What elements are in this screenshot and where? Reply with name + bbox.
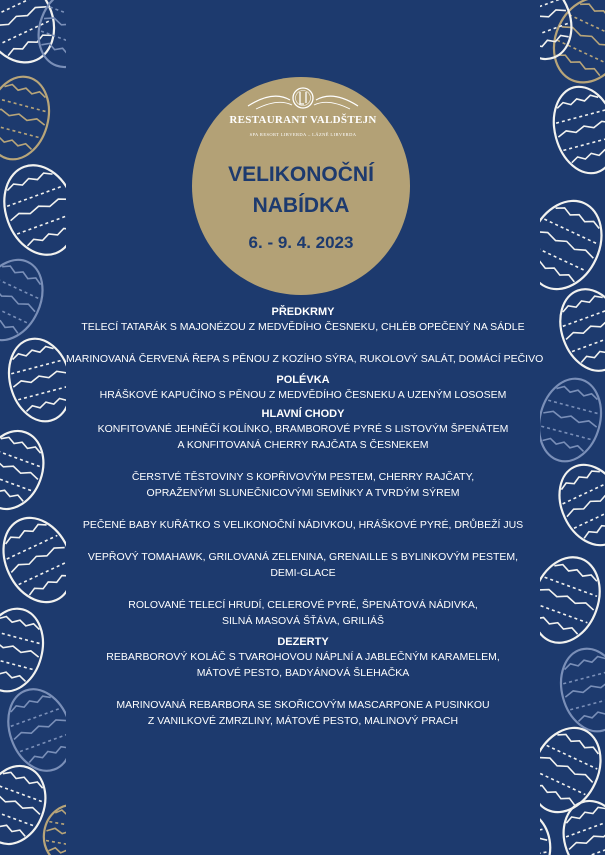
menu-item-line: KONFITOVANÉ JEHNĚČÍ KOLÍNKO, BRAMBOROVÉ PYRÉ S LISTOVÝM ŠPENÁTEM <box>97 423 509 435</box>
easter-egg-icon <box>553 792 605 855</box>
easter-egg-icon <box>0 70 58 167</box>
menu-item <box>66 549 540 581</box>
easter-egg-icon <box>0 602 52 699</box>
menu-item-line: TELECÍ TATARÁK S MAJONÉZOU Z MEDVĚDÍHO ČESNEKU, CHLÉB OPEČENÝ NA SÁDLE <box>81 321 525 333</box>
logo-emblem-icon <box>228 84 378 114</box>
menu-item-line: DEMI-GLACE <box>270 567 336 579</box>
menu-item-line: MARINOVANÁ ČERVENÁ ŘEPA S PĚNOU Z KOZÍHO SÝRA, RUKOLOVÝ SALÁT, DOMÁCÍ PEČIVO <box>66 353 544 365</box>
menu-section-heading: PŘEDKRMY <box>271 306 335 318</box>
page-title-line-1: VELIKONOČNÍ <box>228 163 374 186</box>
restaurant-logo <box>228 84 378 148</box>
easter-egg-icon <box>0 422 54 518</box>
easter-egg-icon <box>541 0 605 94</box>
easter-egg-icon <box>530 372 605 469</box>
menu-item-line: ROLOVANÉ TELECÍ HRUDÍ, CELEROVÉ PYRÉ, ŠPENÁTOVÁ NÁDIVKA, <box>128 599 478 611</box>
menu-item <box>66 421 540 453</box>
menu-item <box>66 649 540 681</box>
menu-item-line: SILNÁ MASOVÁ ŠŤÁVA, GRILIÁŠ <box>221 615 385 627</box>
menu-item-line: OPRAŽENÝMI SLUNEČNICOVÝMI SEMÍNKY A TVRDÝM SÝREM <box>146 487 460 499</box>
menu-item <box>66 517 540 533</box>
menu-item <box>66 319 540 335</box>
logo-name: RESTAURANT VALDŠTEJN <box>229 114 377 126</box>
menu-section-heading: POLÉVKA <box>276 374 330 386</box>
menu-item-line: REBARBOROVÝ KOLÁČ S TVAROHOVOU NÁPLNÍ A JABLEČNÝM KARAMELEM, <box>106 651 500 663</box>
menu-item-line: PEČENÉ BABY KUŘÁTKO S VELIKONOČNÍ NÁDIVKOU, HRÁŠKOVÉ PYRÉ, DRŮBEŽÍ JUS <box>82 519 524 531</box>
menu-list <box>66 305 544 729</box>
menu-item-line: A KONFITOVANÁ CHERRY RAJČATA S ČESNEKEM <box>177 439 429 451</box>
menu-item-line: VEPŘOVÝ TOMAHAWK, GRILOVANÁ ZELENINA, GRENAILLE S BYLINKOVÝM PESTEM, <box>87 551 519 563</box>
menu-item-line: HRÁŠKOVÉ KAPUČÍNO S PĚNOU Z MEDVĚDÍHO ČESNEKU A UZENÝM LOSOSEM <box>99 389 507 401</box>
menu-item-line: Z VANILKOVÉ ZMRZLINY, MÁTOVÉ PESTO, MALINOVÝ PRACH <box>147 715 459 727</box>
menu-item-line: MÁTOVÉ PESTO, BADYÁNOVÁ ŠLEHAČKA <box>196 667 410 679</box>
menu-item-line: ČERSTVÉ TĚSTOVINY S KOPŘIVOVÝM PESTEM, CHERRY RAJČATY, <box>131 471 475 483</box>
menu-section-heading: HLAVNÍ CHODY <box>261 408 345 420</box>
menu-item <box>66 469 540 501</box>
easter-egg-icon <box>547 454 605 555</box>
menu-section-heading: DEZERTY <box>277 636 329 648</box>
logo-subtitle: SPA RESORT LIBVERDA – LÁZNĚ LIBVERDA <box>249 132 357 137</box>
menu-item <box>66 387 540 403</box>
page-title-line-2: NABÍDKA <box>252 194 350 217</box>
menu-item <box>66 351 544 367</box>
easter-egg-icon <box>545 80 605 181</box>
menu-item-line: MARINOVANÁ REBARBORA SE SKOŘICOVÝM MASCARPONE A PUSINKOU <box>116 699 490 711</box>
menu-item <box>66 597 540 629</box>
menu-item <box>66 697 540 729</box>
easter-egg-icon <box>549 280 605 379</box>
easter-egg-icon <box>0 0 67 74</box>
easter-egg-icon <box>0 249 55 350</box>
offer-dates: 6. - 9. 4. 2023 <box>248 233 354 252</box>
easter-egg-icon <box>552 642 605 739</box>
